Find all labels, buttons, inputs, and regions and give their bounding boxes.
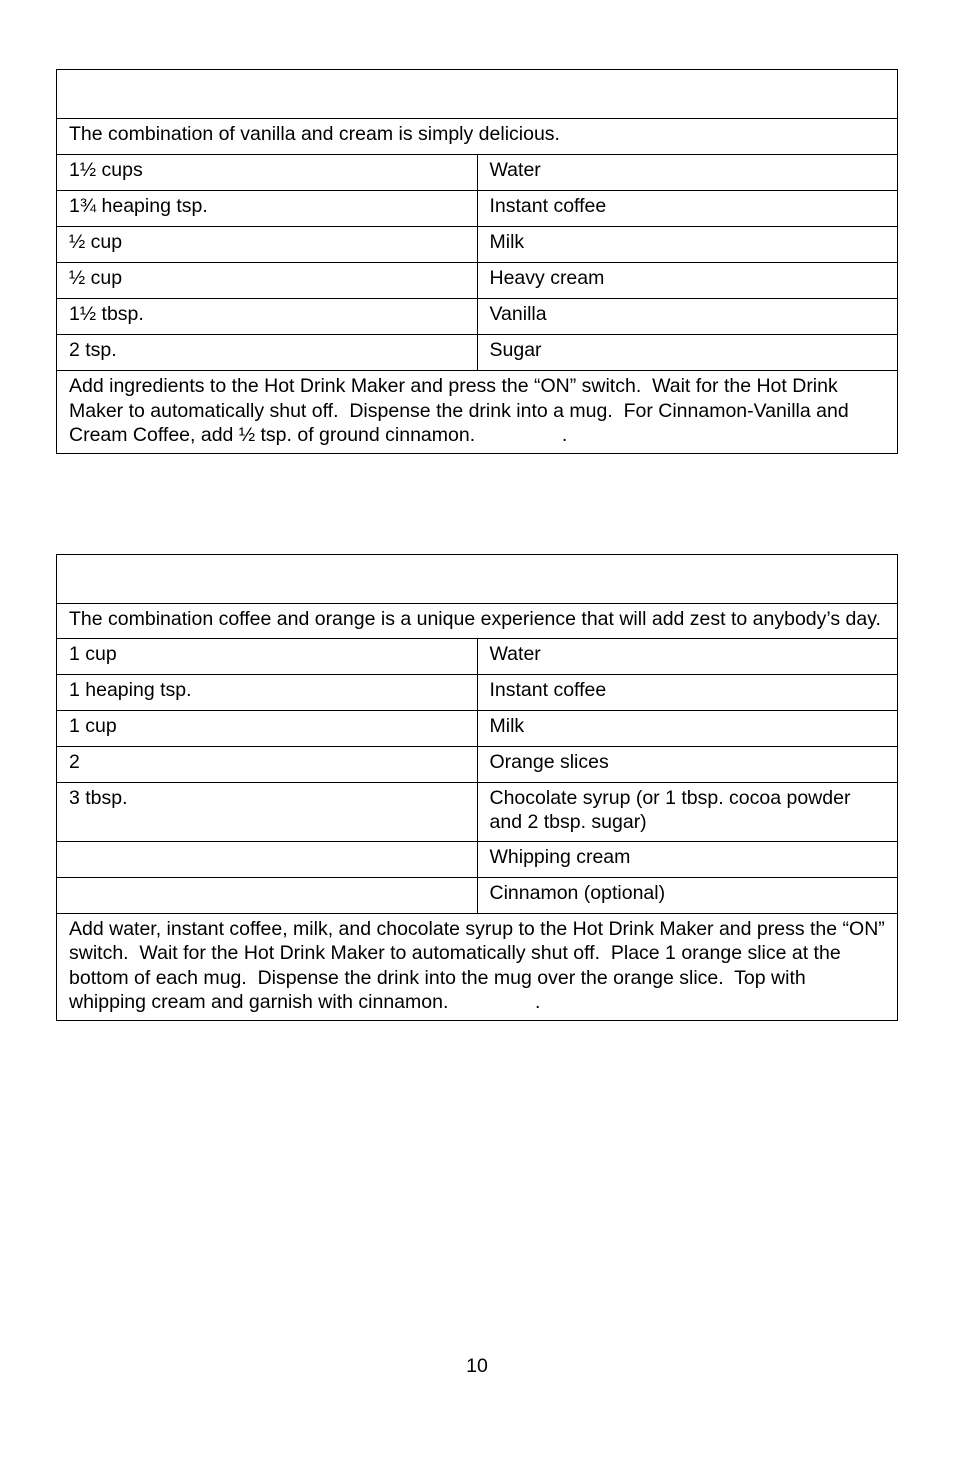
- recipe-description: The combination coffee and orange is a unique experience that will add zest to anybody’s day.: [57, 604, 898, 639]
- ingredient-quantity: [57, 841, 478, 877]
- ingredient-name: Milk: [477, 710, 898, 746]
- ingredient-name: Vanilla: [477, 299, 898, 335]
- ingredient-name: Water: [477, 155, 898, 191]
- recipe-table: [56, 69, 898, 454]
- recipe-description-row: [57, 119, 898, 155]
- ingredient-name: Chocolate syrup (or 1 tbsp. cocoa powder and 2 tbsp. sugar): [477, 782, 898, 841]
- ingredient-quantity: ½ cup: [57, 227, 478, 263]
- recipe-description-row: [57, 604, 898, 639]
- ingredient-quantity: [57, 877, 478, 913]
- recipe-directions: Add ingredients to the Hot Drink Maker and press the “ON” switch. Wait for the Hot Drink Maker to automatically shut off. Dispense the drink into a mug. For Cinnamon-Vanilla and Cream Coffee, add ½ tsp. of ground cinnamon. .: [57, 371, 898, 454]
- ingredient-row: [57, 263, 898, 299]
- ingredient-row: [57, 227, 898, 263]
- ingredient-name: Heavy cream: [477, 263, 898, 299]
- ingredient-quantity: 1 cup: [57, 638, 478, 674]
- ingredient-name: Instant coffee: [477, 191, 898, 227]
- ingredient-row: [57, 335, 898, 371]
- ingredient-name: Whipping cream: [477, 841, 898, 877]
- ingredient-quantity: 3 tbsp.: [57, 782, 478, 841]
- recipe-title: [57, 70, 898, 119]
- ingredient-name: Milk: [477, 227, 898, 263]
- ingredient-name: Sugar: [477, 335, 898, 371]
- ingredient-quantity: 2 tsp.: [57, 335, 478, 371]
- recipe-directions: Add water, instant coffee, milk, and chocolate syrup to the Hot Drink Maker and press the “ON” switch. Wait for the Hot Drink Maker to automatically shut off. Place 1 orange slice at the bottom of each mug. Dispense the drink into the mug over the orange slice. Top with whipping cream and garnish with cinnamon. .: [57, 913, 898, 1020]
- recipe-title-row: [57, 555, 898, 604]
- ingredient-row: [57, 841, 898, 877]
- ingredient-row: [57, 782, 898, 841]
- recipe-title-row: [57, 70, 898, 119]
- ingredient-row: [57, 674, 898, 710]
- ingredient-quantity: 1 heaping tsp.: [57, 674, 478, 710]
- ingredient-quantity: 1½ tbsp.: [57, 299, 478, 335]
- ingredient-quantity: ½ cup: [57, 263, 478, 299]
- ingredient-quantity: 1¾ heaping tsp.: [57, 191, 478, 227]
- recipe-table: [56, 554, 898, 1021]
- ingredient-row: [57, 155, 898, 191]
- ingredient-quantity: 1½ cups: [57, 155, 478, 191]
- page-number: 10: [466, 1355, 488, 1377]
- ingredient-name: Instant coffee: [477, 674, 898, 710]
- ingredient-quantity: 2: [57, 746, 478, 782]
- ingredient-name: Cinnamon (optional): [477, 877, 898, 913]
- ingredient-name: Water: [477, 638, 898, 674]
- ingredient-row: [57, 638, 898, 674]
- ingredient-row: [57, 710, 898, 746]
- ingredient-row: [57, 746, 898, 782]
- recipe-directions-row: [57, 371, 898, 454]
- ingredient-quantity: 1 cup: [57, 710, 478, 746]
- ingredient-row: [57, 191, 898, 227]
- recipe-directions-row: [57, 913, 898, 1020]
- recipe-title: [57, 555, 898, 604]
- recipe-description: The combination of vanilla and cream is simply delicious.: [57, 119, 898, 155]
- ingredient-row: [57, 299, 898, 335]
- ingredient-name: Orange slices: [477, 746, 898, 782]
- ingredient-row: [57, 877, 898, 913]
